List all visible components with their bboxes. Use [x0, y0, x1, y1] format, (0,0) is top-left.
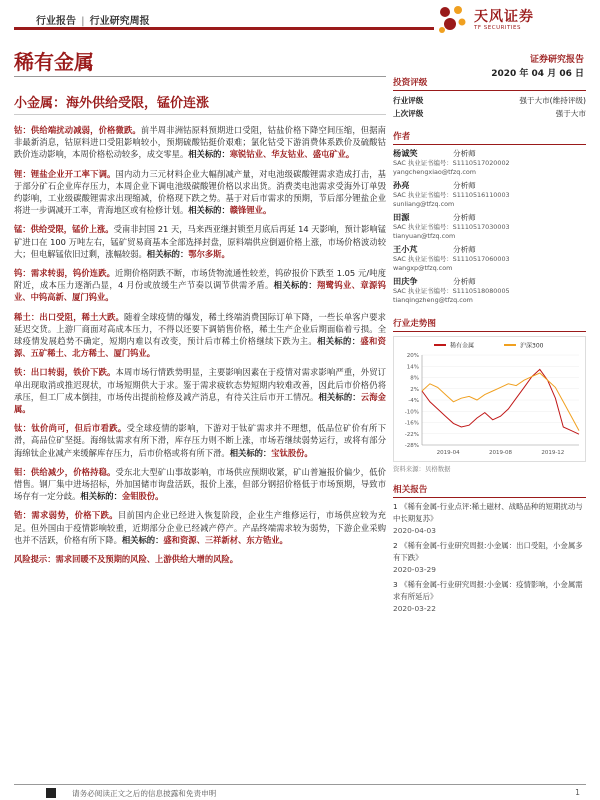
paragraph-lead: 钨：需求转弱，钨价连跌。 — [14, 268, 116, 279]
related-stocks: 盛和资源、三祥新材、东方锆业。 — [163, 534, 288, 545]
related-stocks-label: 相关标的： — [80, 491, 122, 502]
analyst-cert: SAC 执业证书编号：S1110517020002 — [393, 159, 510, 167]
y-tick-label: -28% — [404, 443, 419, 449]
footer-disclaimer: 请务必阅读正文之后的信息披露和免责申明 — [72, 789, 217, 798]
header-labels — [36, 12, 150, 27]
sector-title: 稀有金属 — [14, 50, 94, 74]
related-stocks: 寒锐钴业、华友钴业、盛屯矿业。 — [229, 149, 355, 160]
related-stocks-label: 相关标的： — [188, 149, 230, 160]
trend-chart-svg — [394, 337, 585, 461]
footer-rule — [14, 784, 586, 785]
paragraph — [14, 366, 386, 415]
related-report-date: 2020-03-29 — [393, 565, 436, 574]
y-tick-label: 2% — [410, 386, 419, 393]
sidebar — [393, 76, 586, 615]
header-label-weekly: 行业研究周报 — [89, 16, 150, 27]
rating-key: 行业评级 — [393, 96, 424, 105]
rating-title: 投资评级 — [393, 76, 586, 91]
analyst-email: tianyuan@tfzq.com — [393, 232, 456, 240]
related-stocks-label: 相关标的： — [273, 280, 317, 291]
paragraph-body: 前半周非洲钴原料预期进口受阻，钴盐价格下降空间压缩，但据南非最新消息，钴原料进口受阻影响较小，预期硫酸钴挺价艰难；氯化钴受下游消费体系跌价及硫酸钴跌价连动影响，本周价格松动较多，成交零星。 — [14, 125, 386, 160]
report-type: 证券研究报告 — [529, 55, 584, 65]
y-tick-label: -10% — [404, 409, 419, 416]
y-tick-label: 20% — [406, 353, 419, 359]
paragraph-lead: 钛：钛价尚可，但后市看跌。 — [14, 423, 127, 434]
analyst-role: 分析师 — [453, 245, 476, 254]
related-stocks-label: 相关标的： — [188, 205, 230, 216]
paragraph-lead: 铁：出口转弱，铁价下跌。 — [14, 367, 116, 378]
related-report — [393, 501, 586, 537]
series-line — [422, 369, 579, 434]
x-tick-label: 2019-08 — [489, 450, 512, 456]
related-report-title: 《稀有金属-行业研究周报:小金属：出口受阻，小金属多有下跌》 — [393, 541, 583, 562]
logo-name: 天风证券 — [474, 9, 534, 25]
qr-code-icon — [46, 788, 56, 798]
analyst-email: sunliang@tfzq.com — [393, 200, 455, 208]
related-report-number: 3 — [393, 580, 398, 589]
header-label-report: 行业报告 — [36, 16, 76, 27]
chart-source: 资料来源：贝格数据 — [393, 465, 451, 473]
trend-chart — [393, 336, 586, 462]
related-report-title: 《稀有金属-行业研究周报:小金属：疫情影响，小金属需求有所延后》 — [393, 580, 583, 601]
paragraph-body: 目前国内企业已经进入恢复阶段，企业生产维修运行，市场供应较为充足。但外国由于疫情影响较重，近期部分企业已经减产停产。产品终端需求较为弱势，下游企业采购也并不活跃，价格有所下降。 — [14, 510, 386, 545]
chart-title: 行业走势图 — [393, 317, 586, 332]
analyst-cert: SAC 执业证书编号：S1110517030003 — [393, 223, 510, 231]
paragraph-body: 受东北大型矿山事故影响，市场供应预期收紧，矿山普遍报价偏少，低价惜售。钢厂集中进场招标，外加国储市询盘活跃，报价上涨，但部分钢招价格低于市场预期，导致市场存有一定分歧。 — [14, 466, 386, 502]
paragraph-body: 国内动力三元材料企业大幅削减产量，对电池级碳酸锂需求造成打击，基于部分矿石企业库存压力，本周企业下调电池级碳酸锂价格以求出货。消费类电池需求受海外订单毁约影响，工业级碳酸锂需求出现缩减，价格现下跌之势。基于对后市需求的预期，节后部分锂盐企业将进一步调减开工率，青海地区或有检修计划。 — [14, 168, 386, 216]
related-title: 相关报告 — [393, 483, 586, 498]
related-stocks: 赣锋锂业。 — [229, 205, 272, 216]
related-stocks: 云海金属。 — [14, 391, 386, 415]
logo — [436, 4, 586, 36]
paragraph — [14, 124, 386, 161]
paragraph — [14, 223, 386, 260]
analyst-name: 王小芃 — [393, 244, 418, 254]
analyst-email: wangxp@tfzq.com — [393, 264, 453, 272]
paragraph-body: 受全球疫情的影响，下游对于钛矿需求并不理想，低品位矿价有所下滑，高品位矿坚挺。海绵钛需求有所下滑，库存压力则不断上涨，市场若继续弱势运行，或将有部分海绵钛企业减产来缓解库存压力，后市价格或将有所下滑。 — [14, 423, 386, 458]
analyst-header — [393, 244, 586, 255]
y-tick-label: 14% — [406, 364, 419, 371]
legend-label: 沪深300 — [520, 342, 544, 350]
paragraph — [14, 466, 386, 503]
related-stocks: 翔鹭钨业、章源钨业、中钨高新、厦门钨业。 — [14, 280, 386, 303]
related-stocks-label: 相关标的： — [229, 447, 272, 458]
analyst-header — [393, 276, 586, 287]
analyst-header — [393, 212, 586, 223]
logo-mark-icon — [436, 4, 468, 36]
paragraph-body: 随着全球疫情的爆发，稀土终端消费国际订单下降，一些长单客户要求延迟交货。上游厂商面对高成本压力，不得以还要下调销售价格，稀土生产企业后期面临着亏损。全球疫情发展趋势不确定，短期内难以有改变，预计后市稀土价格继续下跌为主。 — [14, 311, 386, 347]
paragraph — [14, 311, 386, 360]
title-divider — [14, 76, 386, 77]
header-separator: | — [81, 16, 85, 27]
related-report — [393, 540, 586, 576]
related-stocks-label: 相关标的： — [318, 391, 361, 402]
related-stocks-label: 相关标的： — [317, 336, 361, 347]
related-report-number: 2 — [393, 541, 398, 550]
related-stocks: 盛和资源、五矿稀土、北方稀土、厦门钨业。 — [14, 336, 386, 359]
main-body — [14, 124, 386, 572]
report-subtitle: 小金属：海外供给受限，锰价连涨 — [14, 96, 210, 111]
analyst-header — [393, 180, 586, 191]
related-report — [393, 579, 586, 615]
analyst-email: yangchengxiao@tfzq.com — [393, 168, 477, 176]
paragraph-body: 本周市场行情跌势明显，主要影响因素在于疫情对需求影响严重，外贸订单出现取消或推迟现状，市场短期供大于求。鉴于需求疲软态势短期内较难改善，因此后市价格仍将承压，但工厂成本倒挂，市场传出提前检修及减产消息，有待关注后市开工情况。 — [14, 367, 386, 402]
rating-row — [393, 94, 586, 107]
legend-label: 稀有金属 — [450, 342, 475, 350]
related-report-date: 2020-04-03 — [393, 526, 436, 535]
x-tick-label: 2019-04 — [436, 450, 460, 456]
paragraph-lead: 锂：锂盐企业开工率下调。 — [14, 168, 116, 179]
related-stocks: 鄂尔多斯。 — [188, 248, 230, 259]
analyst-name: 田庆争 — [393, 276, 418, 286]
paragraph-body: 受南非封国 21 天，马来西亚继封锁至月底后再延 14 天影响，预计影响锰矿进口在 100 万吨左右，锰矿贸易商基本全部选择封盘，原料端供应倒逼价格上涨，市场价格波动较大；但电解锰依旧过剩，涨幅较弱。 — [14, 224, 386, 259]
related-stocks-label: 相关标的： — [146, 248, 189, 259]
paragraph-lead: 钴：供给端扰动减弱，价格微跌。 — [14, 125, 141, 135]
rating-key: 上次评级 — [393, 109, 424, 118]
y-tick-label: -16% — [404, 420, 419, 427]
related-report-date: 2020-03-22 — [393, 604, 436, 613]
related-stocks-label: 相关标的： — [121, 534, 164, 545]
y-tick-label: 8% — [410, 375, 419, 382]
series-line — [422, 373, 579, 431]
paragraph-lead: 钼：供给减少，价格持稳。 — [14, 466, 116, 477]
paragraph-body: 近期价格阴跌不断，市场货物流通性较差，钨矽报价下跌至 1.05 元/吨度附近，成本压力逐渐凸显，4 月份或放缓生产节奏以调节供需矛盾。 — [14, 268, 386, 291]
rating-row — [393, 107, 586, 120]
analyst-email: tianqingzheng@tfzq.com — [393, 296, 473, 304]
subtitle-divider — [14, 114, 386, 115]
paragraph-lead: 锆：需求弱势，价格下跌。 — [14, 510, 118, 521]
related-report-title: 《稀有金属-行业点评:稀土磁材、战略品种的短期扰动与中长期复苏》 — [393, 502, 583, 523]
logo-subtitle: TF SECURITIES — [474, 25, 521, 31]
analyst-cert: SAC 执业证书编号：S1110517060003 — [393, 255, 510, 263]
analyst-role: 分析师 — [453, 181, 476, 190]
related-stocks: 宝钛股份。 — [271, 447, 313, 458]
y-tick-label: -22% — [404, 431, 419, 438]
analyst-entry — [393, 276, 586, 305]
related-report-number: 1 — [393, 502, 398, 511]
analyst-cert: SAC 执业证书编号：S1110518080005 — [393, 287, 510, 295]
paragraph — [14, 422, 386, 459]
author-title: 作者 — [393, 130, 586, 145]
analyst-name: 孙亮 — [393, 180, 410, 190]
report-date: 2020 年 04 月 06 日 — [491, 69, 584, 79]
analyst-header — [393, 148, 586, 159]
analyst-role: 分析师 — [453, 213, 476, 222]
related-stocks: 金钼股份。 — [121, 491, 164, 502]
analyst-entry — [393, 212, 586, 241]
x-tick-label: 2019-12 — [541, 450, 565, 456]
page-number: 1 — [575, 788, 580, 797]
rating-value: 强于大市(维持评级) — [519, 96, 586, 105]
analyst-entry — [393, 148, 586, 177]
paragraph — [14, 509, 386, 546]
y-tick-label: -4% — [408, 398, 419, 404]
paragraph-lead: 稀土：出口受阻，稀土大跌。 — [14, 311, 124, 322]
analyst-name: 杨诚笑 — [393, 148, 418, 158]
analyst-entry — [393, 180, 586, 209]
paragraph — [14, 267, 386, 304]
paragraph-lead: 锰：供给受限，锰价上涨。 — [14, 224, 114, 235]
analyst-role: 分析师 — [453, 277, 476, 286]
risk-warning: 风险提示：需求回暖不及预期的风险、上游供给大增的风险。 — [14, 554, 239, 565]
analyst-entry — [393, 244, 586, 273]
analyst-role: 分析师 — [453, 149, 476, 158]
analyst-cert: SAC 执业证书编号：S1110516110003 — [393, 191, 510, 199]
rating-value: 强于大市 — [555, 109, 586, 118]
analyst-name: 田源 — [393, 212, 410, 222]
paragraph — [14, 168, 386, 217]
